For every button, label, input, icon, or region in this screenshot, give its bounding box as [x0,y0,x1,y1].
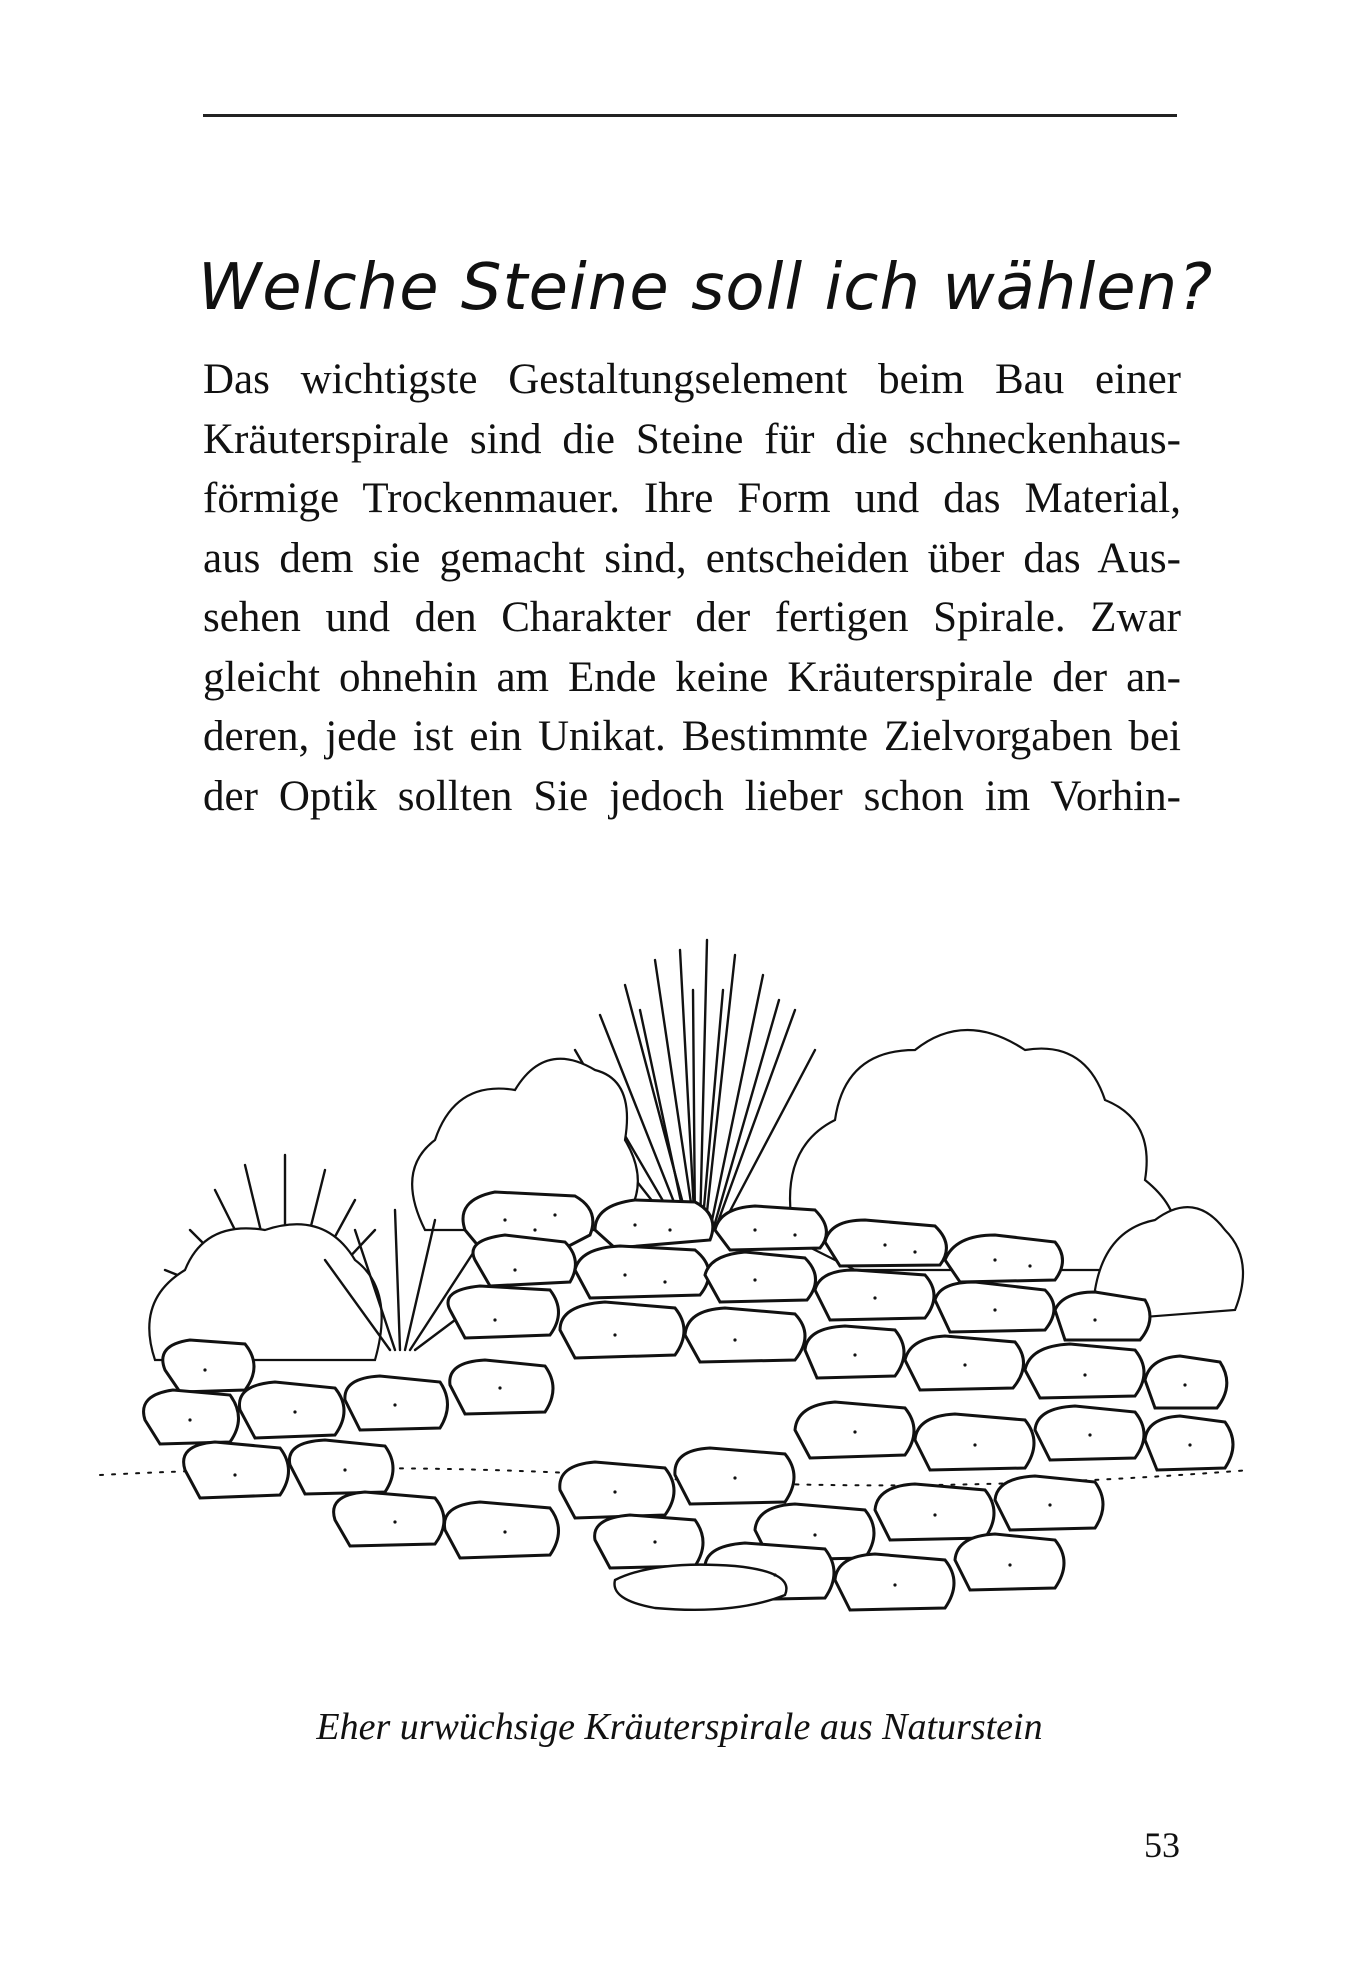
top-rule [203,114,1177,117]
paragraph-line: Das wichtigste Gestaltungselement beim Bau einer [203,356,1181,403]
paragraph-line: sehen und den Charakter der fertigen Spirale. Zwar [203,594,1181,641]
page-title: Welche Steine soll ich wählen? [198,250,1214,325]
page-number: 53 [1144,1825,1180,1865]
body-paragraph [203,350,1181,826]
paragraph-line: aus dem sie gemacht sind, entscheiden über das Aus- [203,534,1181,582]
paragraph-line: deren, jede ist ein Unikat. Bestimmte Zielvorgaben bei [203,713,1181,760]
paragraph-line: der Optik sollten Sie jedoch lieber schon im Vorhin- [203,772,1181,820]
figure-caption: Eher urwüchsige Kräuterspirale aus Naturstein [316,1706,1043,1748]
herb-spiral-illustration [95,930,1255,1640]
paragraph-line: Kräuterspirale sind die Steine für die schneckenhaus- [203,415,1181,463]
paragraph-line: förmige Trockenmauer. Ihre Form und das Material, [203,475,1181,522]
paragraph-line: gleicht ohnehin am Ende keine Kräuterspirale der an- [203,653,1181,701]
